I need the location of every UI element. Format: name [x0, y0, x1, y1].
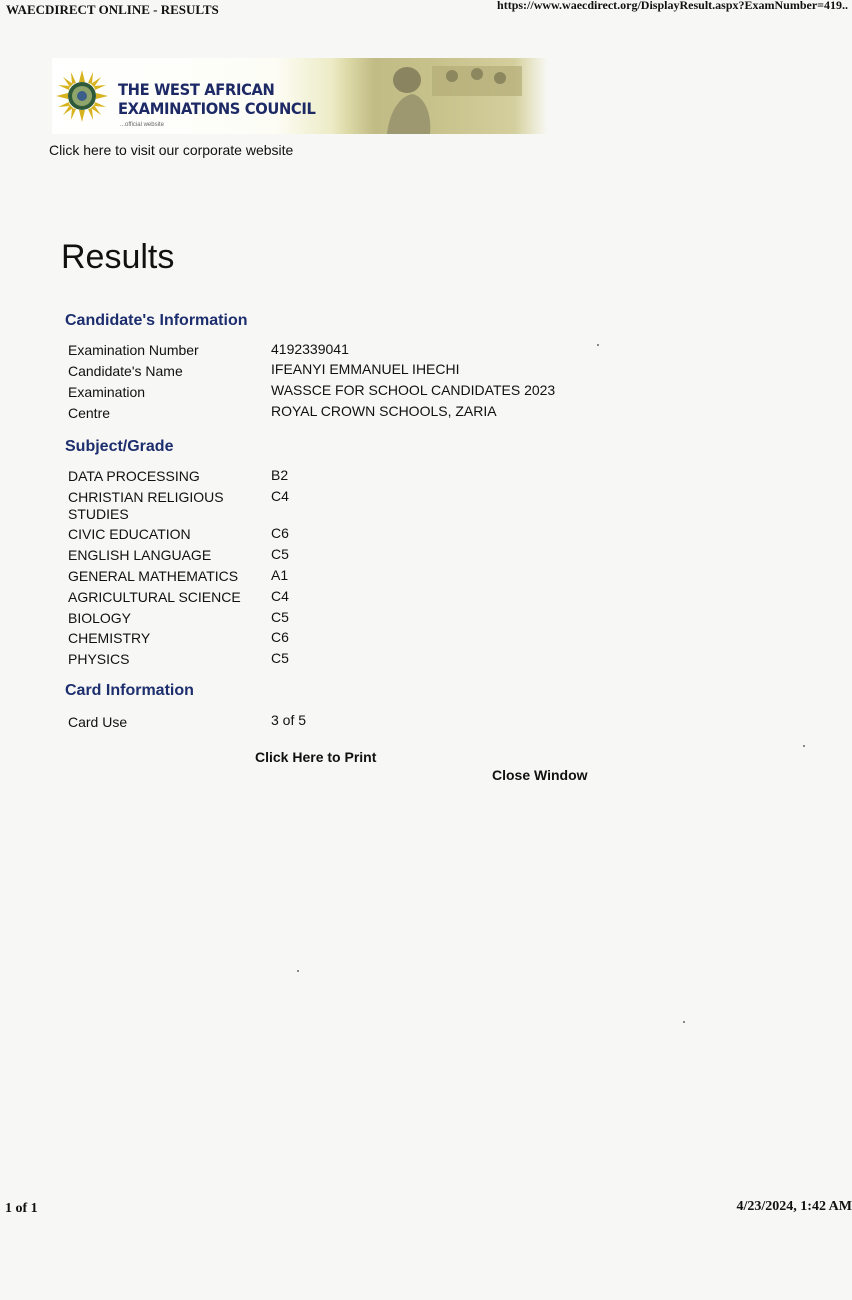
subject-grade: C6 — [271, 525, 289, 541]
org-name-line1: THE WEST AFRICAN — [118, 80, 275, 99]
scan-speck — [297, 970, 299, 972]
subject-name: CHEMISTRY — [68, 630, 151, 646]
subject-name: CIVIC EDUCATION — [68, 526, 191, 542]
subject-grade: C4 — [271, 588, 289, 604]
scan-speck — [803, 745, 805, 747]
info-label: Centre — [68, 405, 111, 421]
info-label: Candidate's Name — [68, 363, 183, 379]
close-window-link[interactable]: Close Window — [492, 767, 588, 783]
print-page-count: 1 of 1 — [5, 1201, 38, 1216]
subject-name: GENERAL MATHEMATICS — [68, 568, 239, 584]
print-datetime: 4/23/2024, 1:42 AM — [736, 1199, 852, 1214]
subject-grade: C5 — [271, 609, 289, 625]
waec-banner[interactable] — [52, 58, 547, 134]
subject-grade-heading: Subject/Grade — [65, 438, 174, 455]
info-value: WASSCE FOR SCHOOL CANDIDATES 2023 — [271, 382, 556, 398]
info-value: 4192339041 — [271, 341, 349, 357]
print-page-url: https://www.waecdirect.org/DisplayResult.aspx?ExamNumber=419.. — [497, 0, 848, 12]
org-tagline: ...official website — [120, 122, 164, 128]
scan-speck — [597, 344, 599, 346]
info-label: Card Use — [68, 714, 128, 730]
subject-grade: A1 — [271, 567, 289, 583]
print-page-title: WAECDIRECT ONLINE - RESULTS — [6, 2, 219, 17]
subject-grade: C4 — [271, 488, 289, 504]
card-info-heading: Card Information — [65, 682, 194, 699]
candidate-info-heading: Candidate's Information — [65, 312, 248, 329]
waec-emblem-icon — [56, 70, 108, 122]
banner-photo-image — [332, 58, 547, 134]
subject-grade: C5 — [271, 650, 289, 666]
info-label: Examination — [68, 384, 146, 400]
subject-grade: C5 — [271, 546, 289, 562]
subject-grade: B2 — [271, 467, 289, 483]
print-header — [0, 0, 852, 22]
info-value: 3 of 5 — [271, 712, 307, 728]
scan-speck — [683, 1021, 685, 1023]
subject-name: DATA PROCESSING — [68, 468, 200, 484]
subject-name: PHYSICS — [68, 651, 130, 667]
subject-name: BIOLOGY — [68, 610, 132, 626]
info-value: IFEANYI EMMANUEL IHECHI — [271, 361, 460, 377]
subject-grade: C6 — [271, 629, 289, 645]
info-label: Examination Number — [68, 342, 199, 358]
print-link[interactable]: Click Here to Print — [255, 749, 377, 765]
page-title: Results — [61, 238, 175, 276]
info-value: ROYAL CROWN SCHOOLS, ZARIA — [271, 403, 497, 419]
subject-name: AGRICULTURAL SCIENCE — [68, 589, 241, 605]
subject-name: CHRISTIAN RELIGIOUS STUDIES — [68, 489, 224, 522]
org-name — [118, 80, 315, 118]
corporate-website-link[interactable]: Click here to visit our corporate website — [49, 142, 294, 158]
org-name-line2: EXAMINATIONS COUNCIL — [118, 99, 316, 118]
subject-name: ENGLISH LANGUAGE — [68, 547, 212, 563]
